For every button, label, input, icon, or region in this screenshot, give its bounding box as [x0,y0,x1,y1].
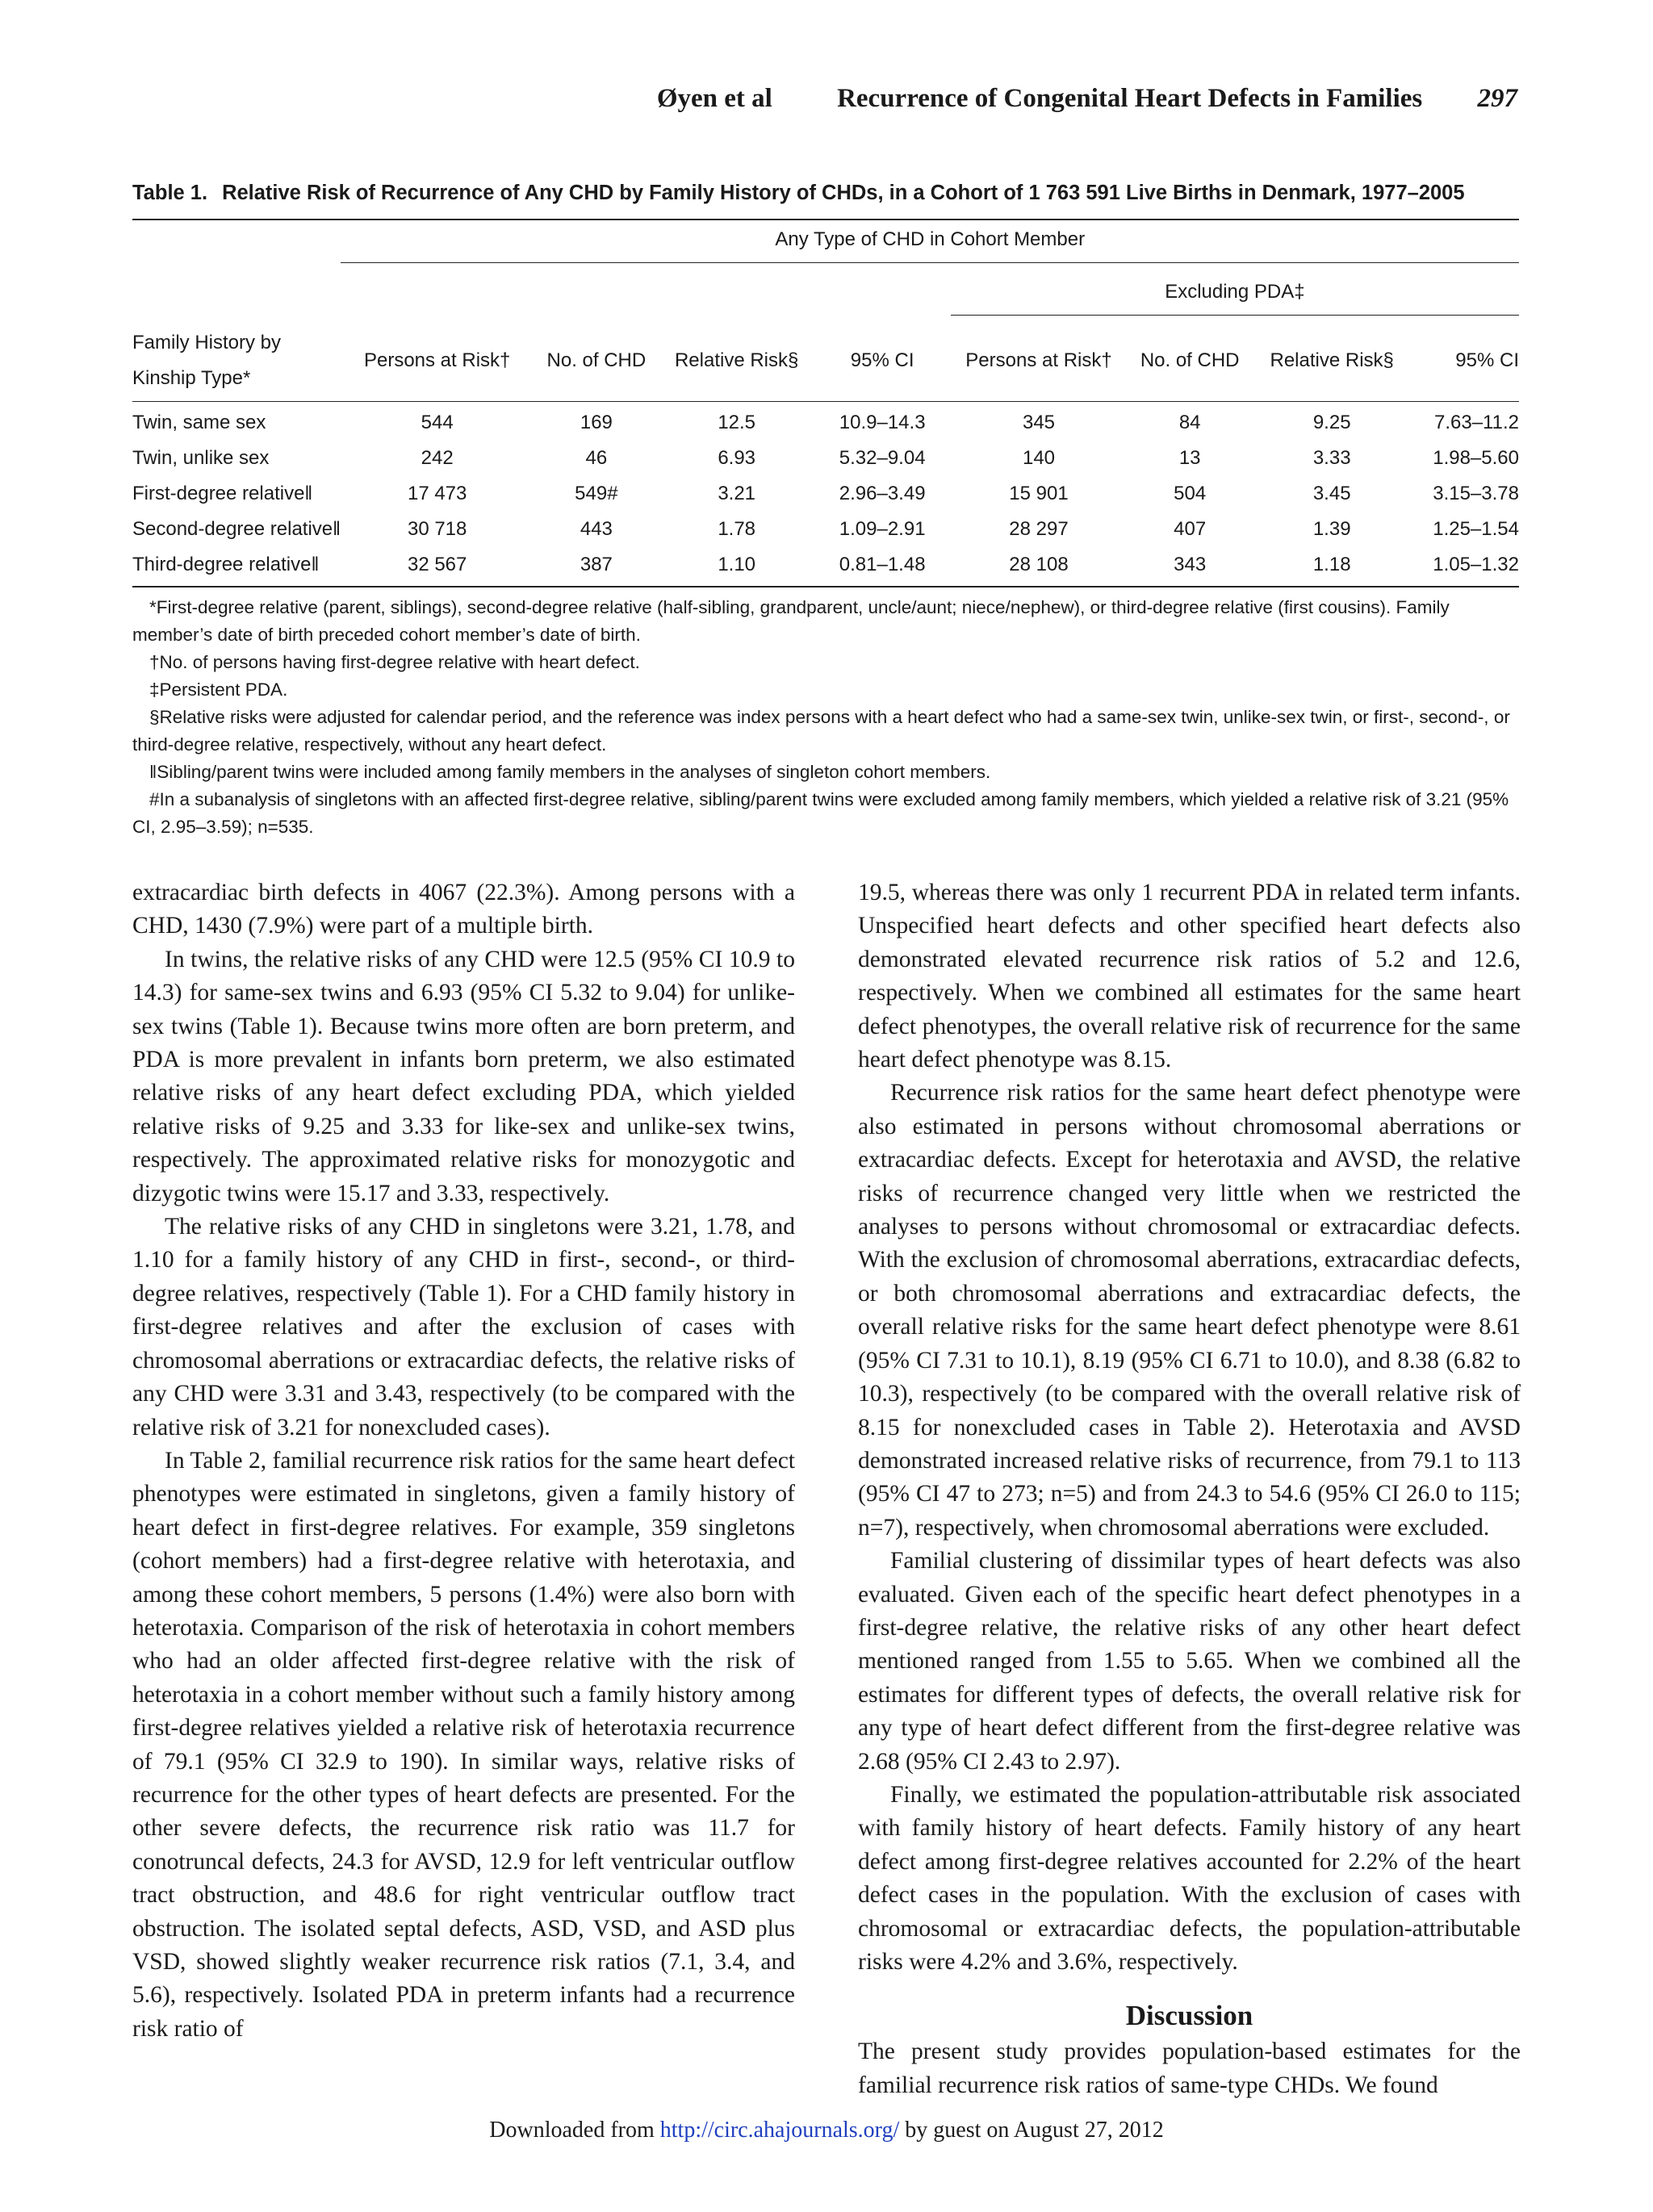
subgroup-header: Excluding PDA‡ [951,263,1519,316]
table-cell: 343 [1174,553,1207,575]
table-cell: 30 718 [407,517,467,540]
table-cell: 46 [585,446,608,469]
table-1 [132,178,1519,841]
table-row [132,512,1519,547]
table-caption-text: Relative Risk of Recurrence of Any CHD by Family History of CHDs, in a Cohort of 1 763 591 Live Births in Denmark, 1977–2005 [222,182,1465,204]
section-heading-discussion: Discussion [1125,2000,1253,2032]
table-cell: 1.18 [1312,553,1351,575]
table-cell: 7.63–11.2 [1434,411,1519,433]
column-header: 95% CI [850,349,914,371]
table-cell: 504 [1174,482,1207,504]
table-cell: 0.81–1.48 [839,553,926,575]
table-cell: Twin, same sex [132,411,266,433]
body-paragraph: The present study provides population-based estimates for the familial recurrence risk ratios of same-type CHDs. We found [858,2038,1521,2098]
column-header: Relative Risk§ [1270,349,1394,371]
footnote: *First-degree relative (parent, siblings), second-degree relative (half-sibling, grandparent, uncle/aunt; niece/nephew), or third-degree relative (first cousins). Family member’s date of birth preceded cohort member’s date of birth. [132,596,1450,645]
footnote: §Relative risks were adjusted for calendar period, and the reference was index persons with a heart defect who had a same-sex twin, unlike-sex twin, or first-, second-, or third-degree relative, respectively, without any heart defect. [132,706,1510,755]
table-cell: 1.10 [718,553,756,575]
table-cell: 345 [1022,411,1056,433]
column-header: Family History by Kinship Type* [132,331,282,389]
footnote: ‖Sibling/parent twins were included among family members in the analyses of singleton cohort members. [149,761,991,782]
table-row [132,441,1519,476]
body-paragraph: extracardiac birth defects in 4067 (22.3%). Among persons with a CHD, 1430 (7.9%) were part of a multiple birth. [132,880,795,939]
body-paragraph: In Table 2, familial recurrence risk ratios for the same heart defect phenotypes were estimated in singletons, given a family history of heart defect in first-degree relatives. For example, 359 singletons (cohort members) had a first-degree relative with heterotaxia, and among these cohort members, 5 persons (1.4%) were also born with heterotaxia. Comparison of the risk of heterotaxia in cohort members who had an older affected first-degree relative with the risk of heterotaxia in a cohort member without such a family history among first-degree relatives yielded a relative risk of heterotaxia recurrence of 79.1 (95% CI 32.9 to 190). In similar ways, relative risks of recurrence for the other types of heart defects are presented. For the other severe defects, the recurrence risk ratio was 11.7 for conotruncal defects, 24.3 for AVSD, 12.9 for left ventricular outflow tract obstruction, and 48.6 for right ventricular outflow tract obstruction. The isolated septal defects, ASD, VSD, and ASD plus VSD, showed slightly weaker recurrence risk ratios (7.1, 3.4, and 5.6), respectively. Isolated PDA in preterm infants had a recurrence risk ratio of [132,1447,795,2042]
running-header-title: Recurrence of Congenital Heart Defects in Families [837,84,1423,113]
table-cell: 242 [421,446,454,469]
table-cell: Third-degree relative‖ [132,553,320,575]
table-cell: 32 567 [407,553,467,575]
page-number: 297 [1477,84,1517,113]
table-cell: 1.05–1.32 [1433,553,1519,575]
table-cell: 549# [575,482,618,504]
table-cell: 15 901 [1009,482,1069,504]
table-cell: 10.9–14.3 [839,411,926,433]
body-paragraph: The relative risks of any CHD in singletons were 3.21, 1.78, and 1.10 for a family history of any CHD in first-, second-, or third-degree relatives, respectively (Table 1). For a CHD family history in first-degree relatives and after the exclusion of cases with chromosomal aberrations or extracardiac defects, the relative risks of any CHD were 3.31 and 3.43, respectively (to be compared with the relative risk of 3.21 for nonexcluded cases). [132,1214,795,1441]
data-table [132,219,1519,587]
table-cell: 12.5 [718,411,756,433]
footnote: †No. of persons having first-degree relative with heart defect. [149,651,640,672]
table-cell: 3.15–3.78 [1433,482,1519,504]
body-paragraph: In twins, the relative risks of any CHD were 12.5 (95% CI 10.9 to 14.3) for same-sex twins and 6.93 (95% CI 5.32 to 9.04) for unlike-sex twins (Table 1). Because twins more often are born preterm, and PDA is more prevalent in infants born preterm, we also estimated relative risks of any heart defect excluding PDA, which yielded relative risks of 9.25 and 3.33 for like-sex and unlike-sex twins, respectively. The approximated relative risks for monozygotic and dizygotic twins were 15.17 and 3.33, respectively. [132,946,795,1206]
table-row [132,547,1519,587]
footer-suffix: by guest on August 27, 2012 [899,2118,1164,2143]
table-cell: Twin, unlike sex [132,446,270,469]
table-cell: 387 [580,553,613,575]
column-header: Relative Risk§ [674,349,799,371]
table-cell: 1.39 [1312,517,1351,540]
group-header: Any Type of CHD in Cohort Member [341,220,1519,263]
table-cell: 3.45 [1312,482,1351,504]
body-column-left [132,876,795,2046]
table-cell: 13 [1178,446,1201,469]
table-caption [132,178,1519,207]
table-cell: 17 473 [407,482,467,504]
table-cell: 6.93 [718,446,756,469]
column-header: No. of CHD [546,349,647,371]
body-column-right [858,876,1521,2102]
table-cell: 407 [1174,517,1207,540]
table-footnotes [132,594,1519,841]
table-row [132,401,1519,441]
table-cell: 544 [421,411,454,433]
running-header [657,84,1517,114]
table-cell: 1.09–2.91 [839,517,926,540]
body-paragraph: 19.5, whereas there was only 1 recurrent PDA in related term infants. Unspecified heart defects and other specified heart defects also demonstrated elevated recurrence risk ratios of 5.2 and 12.6, respectively. When we combined all estimates for the same heart defect phenotypes, the overall relative risk of recurrence for the same heart defect phenotype was 8.15. [858,880,1521,1073]
body-paragraph: Familial clustering of dissimilar types of heart defects was also evaluated. Given each of the specific heart defect phenotypes in a first-degree relative, the relative risks of any other heart defect mentioned ranged from 1.55 to 5.65. When we combined all the estimates for different types of defects, the overall relative risk for any type of heart defect different from the first-degree relative was 2.68 (95% CI 2.43 to 2.97). [858,1548,1521,1775]
table-cell: 1.78 [718,517,756,540]
journal-link[interactable]: http://circ.ahajournals.org/ [659,2118,900,2143]
table-cell: 5.32–9.04 [839,446,926,469]
column-header: No. of CHD [1140,349,1240,371]
table-label: Table 1. [132,182,208,204]
column-header: Persons at Risk† [965,349,1112,371]
footnote: ‡Persistent PDA. [149,679,288,700]
table-cell: 28 108 [1009,553,1069,575]
column-header-row [132,316,1519,402]
table-cell: 3.21 [718,482,756,504]
column-header: 95% CI [1455,349,1519,371]
table-cell: 1.25–1.54 [1433,517,1519,540]
body-paragraph: Recurrence risk ratios for the same heart defect phenotype were also estimated in persons without chromosomal aberrations or extracardiac defects. Except for heterotaxia and AVSD, the relative risks of recurrence changed very little when we restricted the analyses to persons without chromosomal or extracardiac defects. With the exclusion of chromosomal aberrations, extracardiac defects, or both chromosomal aberrations and extracardiac defects, the overall relative risks for the same heart defect phenotype were 8.61 (95% CI 7.31 to 10.1), 8.19 (95% CI 6.71 to 10.0), and 8.38 (6.82 to 10.3), respectively (to be compared with the overall relative risk of 8.15 for nonexcluded cases in Table 2). Heterotaxia and AVSD demonstrated increased relative risks of recurrence, from 79.1 to 113 (95% CI 47 to 273; n=5) and from 24.3 to 54.6 (95% CI 26.0 to 115; n=7), respectively, when chromosomal aberrations were excluded. [858,1080,1521,1541]
table-cell: 28 297 [1009,517,1069,540]
table-cell: 2.96–3.49 [839,482,926,504]
download-footer [0,2118,1653,2143]
table-cell: 9.25 [1312,411,1351,433]
table-cell: 84 [1178,411,1201,433]
footnote: #In a subanalysis of singletons with an affected first-degree relative, sibling/parent twins were excluded among family members, which yielded a relative risk of 3.21 (95% CI, 2.95–3.59); n=535. [132,788,1509,837]
table-cell: 3.33 [1312,446,1351,469]
column-header: Persons at Risk† [363,349,511,371]
table-cell: Second-degree relative‖ [132,517,341,540]
table-cell: 443 [580,517,613,540]
table-cell: 1.98–5.60 [1433,446,1519,469]
running-header-authors: Øyen et al [656,84,772,113]
table-cell: 169 [580,411,613,433]
body-paragraph: Finally, we estimated the population-attributable risk associated with family history of heart defects. Family history of any heart defect among first-degree relatives accounted for 2.2% of the heart defect cases in the population. With the exclusion of cases with chromosomal or extracardiac defects, the population-attributable risks were 4.2% and 3.6%, respectively. [858,1781,1521,1975]
table-cell: First-degree relative‖ [132,482,313,504]
footer-prefix: Downloaded from [489,2118,660,2143]
table-row [132,476,1519,512]
table-cell: 140 [1022,446,1056,469]
